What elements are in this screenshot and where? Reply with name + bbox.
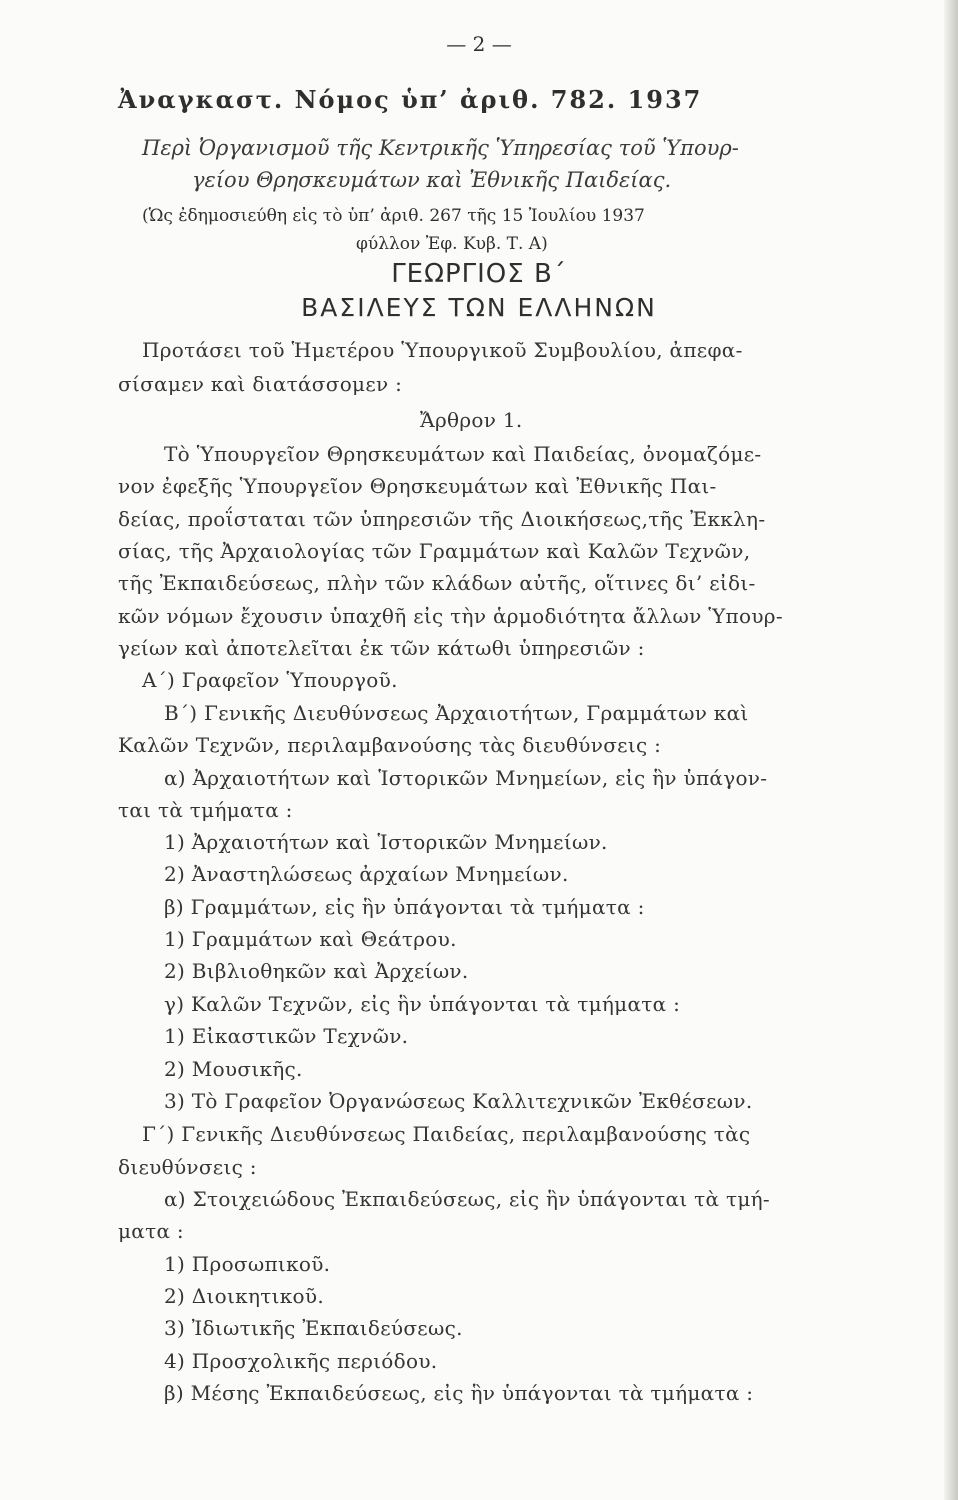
article-line: 3) Ἰδιωτικῆς Ἐκπαιδεύσεως. <box>164 1316 463 1340</box>
king-title: ΒΑΣΙΛΕΥΣ ΤΩΝ ΕΛΛΗΝΩΝ <box>301 293 657 322</box>
publication-line-1: (Ὡς ἐδημοσιεύθη εἰς τὸ ὑπ’ ἀριθ. 267 τῆς 15 Ἰουλίου 1937 <box>142 206 645 226</box>
page-number: — 2 — <box>446 32 512 56</box>
article-line: 1) Εἰκαστικῶν Τεχνῶν. <box>164 1024 409 1048</box>
article-line: 3) Τὸ Γραφεῖον Ὀργανώσεως Καλλιτεχνικῶν Ἐκθέσεων. <box>164 1089 753 1113</box>
article-line: 1) Προσωπικοῦ. <box>164 1252 331 1276</box>
article-line: Γ΄) Γενικῆς Διευθύνσεως Παιδείας, περιλαμβανούσης τὰς <box>142 1122 751 1146</box>
article-line: β) Γραμμάτων, εἰς ἣν ὑπάγονται τὰ τμήματα : <box>164 895 645 919</box>
scan-edge <box>944 0 958 1500</box>
article-line: α) Ἀρχαιοτήτων καὶ Ἱστορικῶν Μνημείων, εἰς ἣν ὑπάγον- <box>164 766 768 790</box>
article-line: γείων καὶ ἀποτελεῖται ἐκ τῶν κάτωθι ὑπηρεσιῶν : <box>118 636 645 660</box>
article-title: Ἄρθρον 1. <box>420 408 523 432</box>
article-line: διευθύνσεις : <box>118 1155 257 1179</box>
preamble-line-2: σίσαμεν καὶ διατάσσομεν : <box>118 372 403 396</box>
article-line: 1) Γραμμάτων καὶ Θεάτρου. <box>164 927 457 951</box>
article-line: Α΄) Γραφεῖον Ὑπουργοῦ. <box>142 668 398 692</box>
publication-line-2: φύλλον Ἐφ. Κυβ. Τ. Α) <box>356 234 548 254</box>
article-line: 2) Διοικητικοῦ. <box>164 1284 324 1308</box>
subtitle-line-2: γείου Θρησκευμάτων καὶ Ἐθνικῆς Παιδείας. <box>192 168 672 192</box>
article-line: ται τὰ τμήματα : <box>118 798 293 822</box>
article-line: Τὸ Ὑπουργεῖον Θρησκευμάτων καὶ Παιδείας, ὀνομαζόμε- <box>164 442 762 466</box>
article-line: σίας, τῆς Ἀρχαιολογίας τῶν Γραμμάτων καὶ Καλῶν Τεχνῶν, <box>118 539 751 563</box>
preamble-line-1: Προτάσει τοῦ Ἡμετέρου Ὑπουργικοῦ Συμβουλίου, ἀπεφα- <box>142 338 743 362</box>
king-name: ΓΕΩΡΓΙΟΣ Β΄ <box>391 259 567 289</box>
subtitle-line-1: Περὶ Ὀργανισμοῦ τῆς Κεντρικῆς Ὑπηρεσίας τοῦ Ὑπουρ- <box>142 136 739 160</box>
article-line: 4) Προσχολικῆς περιόδου. <box>164 1349 438 1373</box>
article-line: Καλῶν Τεχνῶν, περιλαμβανούσης τὰς διευθύνσεις : <box>118 733 662 757</box>
article-line: γ) Καλῶν Τεχνῶν, εἰς ἣν ὑπάγονται τὰ τμήματα : <box>164 992 681 1016</box>
article-line: 1) Ἀρχαιοτήτων καὶ Ἱστορικῶν Μνημείων. <box>164 830 608 854</box>
article-line: 2) Μουσικῆς. <box>164 1057 303 1081</box>
article-line: ματα : <box>118 1219 184 1243</box>
article-line: νον ἐφεξῆς Ὑπουργεῖον Θρησκευμάτων καὶ Ἐθνικῆς Παι- <box>118 474 717 498</box>
article-line: α) Στοιχειώδους Ἐκπαιδεύσεως, εἰς ἣν ὑπάγονται τὰ τμή- <box>164 1187 770 1211</box>
article-line: β) Μέσης Ἐκπαιδεύσεως, εἰς ἣν ὑπάγονται τὰ τμήματα : <box>164 1381 754 1405</box>
law-heading: Ἀναγκαστ. Νόμος ὑπ’ ἀριθ. 782. 1937 <box>118 85 703 114</box>
article-line: 2) Βιβλιοθηκῶν καὶ Ἀρχείων. <box>164 959 469 983</box>
article-line: δείας, προΐσταται τῶν ὑπηρεσιῶν τῆς Διοικήσεως,τῆς Ἐκκλη- <box>118 507 766 531</box>
article-line: Β΄) Γενικῆς Διευθύνσεως Ἀρχαιοτήτων, Γραμμάτων καὶ <box>164 701 749 725</box>
article-line: κῶν νόμων ἔχουσιν ὑπαχθῆ εἰς τὴν ἁρμοδιότητα ἄλλων Ὑπουρ- <box>118 604 783 628</box>
article-line: τῆς Ἐκπαιδεύσεως, πλὴν τῶν κλάδων αὐτῆς, οἵτινες δι’ εἰδι- <box>118 571 756 595</box>
article-line: 2) Ἀναστηλώσεως ἀρχαίων Μνημείων. <box>164 862 569 886</box>
